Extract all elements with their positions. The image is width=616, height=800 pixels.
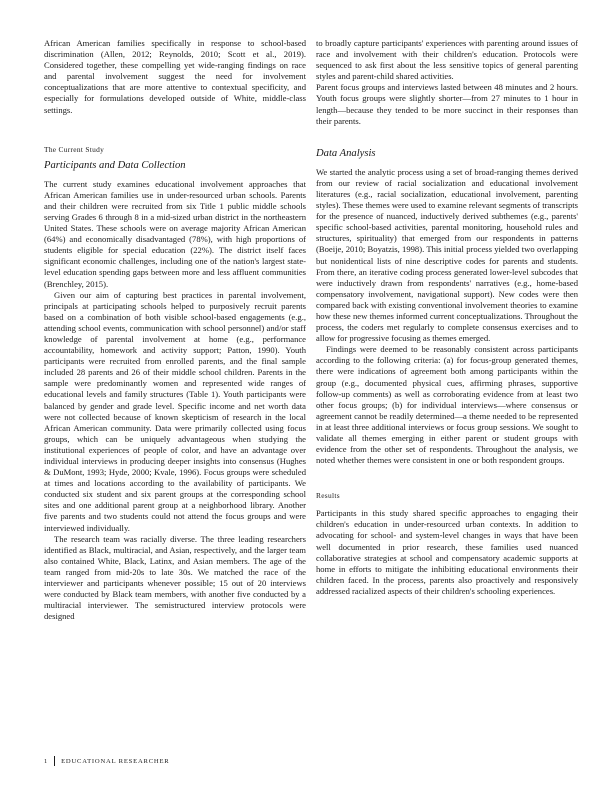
results-paragraph: Participants in this study shared specific approaches to engaging their children's education in under-resourced urban contexts. In addition to advocating for school- and system-level changes in ways that have been well documented in prior research, these families used nuanced collaborative strategies at school and compensatory academic supports at home in efforts to mitigate the inhibiting educational environments their children faced. In the process, parents also proactively and responsively addressed racialized aspects of their children's schooling experiences. [316,508,578,596]
participants-paragraph-3: The research team was racially diverse. The three leading researchers identified as Black, multiracial, and Asian, respectively, and the larger team also contained White, Black, Latinx, and Asian members. The age of the team ranged from mid-20s to late 30s. We matched the race of the interviewer and participants whenever possible; 15 out of 20 interviews were conducted by Black team members, with another five conducted by a multiracial interviewer. The semistructured interview protocols were designed [44,533,306,622]
session-length-paragraph: Parent focus groups and interviews lasted between 48 minutes and 2 hours. Youth focus groups were slightly shorter—from 27 minutes to 1 hour in length—because they tended to be more succinct in their responses than their parents. [316,82,578,126]
footer-divider [54,756,55,766]
right-column [316,38,578,597]
subheading-participants: Participants and Data Collection [44,159,186,171]
section-label-current-study: The Current Study [44,144,105,154]
participants-paragraph-1: The current study examines educational involvement approaches that African American families use in under-resourced urban schools. Parents and their children were recruited from six Title 1 public middle schools serving Grades 6 through 8 in a mid-sized urban district in the northeastern United States. These schools were on average majority African American (64%) and economically disadvantaged (78%), with high proportions of students eligible for special education (22%). The district itself faces significant economic challenges, including one of the nation's largest state-level education spending gaps between more and less affluent communities (Brenchley, 2015). [44,178,306,289]
participants-paragraph-2: Given our aim of capturing best practices in parental involvement, principals at participating schools helped to purposively recruit parents based on a combination of both visible school-based engagements (e.g., attending school events, communication with school personnel) and/or staff knowledge of parental involvement at home (e.g., performance accountability, homework and activity support; Patton, 1990). Youth participants were recruited from enrolled parents, and the final sample included 28 parents and 26 of their middle school children. Parents in the sample were predominantly women and represented wide ranges of educational levels and family structures (Table 1). Youth participants were balanced by gender and grade level. Specific income and net worth data were not collected because of known skepticism of research in the local African American community. Data were primarily collected using focus groups, which can be uniquely advantageous when studying the institutional experiences of people of color, and have an advantage over individual interviews in producing deeper insights into consensus (Hughes & DuMont, 1993; Hyde, 2000; Kvale, 1996). Focus groups were scheduled at times and locations according to the availability of participants. We conducted six student and six parent groups at the corresponding school sites and one additional parent group at a neighborhood library. Another five parents and two students could not attend the focus groups and were interviewed individually. [44,289,306,533]
intro-paragraph: African American families specifically in response to school-based discrimination (Allen, 2012; Reynolds, 2010; Scott et al., 2019). Considered together, these compelling yet wide-ranging findings on race and parental involvement suggest the need for involvement conceptualizations that are more attentive to contextual specificity, and especially for formulations developed outside of White, middle-class settings. [44,38,306,115]
page-number: 1 [44,757,49,765]
journal-name: EDUCATIONAL RESEARCHER [61,757,170,765]
page-footer [44,756,170,766]
analysis-paragraph-1: We started the analytic process using a set of broad-ranging themes derived from our review of racial socialization and educational involvement literatures (e.g., racial socialization, educational involvement, parenting styles). These themes were used to examine relevant segments of transcripts for the presence of nuanced, inductively derived subthemes (e.g., parents' specific school-based activities, parental monitoring, household rules and structures, spirituality) that emerged from our respondents in patterns (Boeije, 2010; Boyatzis, 1998). This initial process yielded two overlapping but nonidentical lists of nine descriptive codes for parents and students. From there, an iterative coding process generated lower-level subcodes that were inductively drawn from respondents' narratives (e.g., home-based compensatory involvement, navigational support). New codes were then compared back with existing conventional involvement theories to examine how these new themes informed current conceptualizations. Throughout the process, the coders met regularly to complete consensus exercises and to allow for progressive focusing as themes emerged. [316,166,578,344]
continuation-paragraph: to broadly capture participants' experiences with parenting around issues of race and involvement with their children's education. Protocols were sequenced to ask first about the less sensitive topics of general parenting styles and parent-child shared activities. [316,38,578,82]
left-column [44,38,306,622]
subheading-data-analysis: Data Analysis [316,147,376,159]
analysis-paragraph-2: Findings were deemed to be reasonably consistent across participants according to the following criteria: (a) for focus-group generated themes, there were indications of agreement both among participants within the group (e.g., documented physical cues, affirming phrases, supportive follow-up comments) as well as corroborating evidence from at least two other focus groups; (b) for individual interviews—where consensus or agreement cannot be readily determined—a theme needed to be represented in at least three additional interviews or focus group sessions. We sought to validate all themes emerging in either parent or student groups with evidence from the other set of respondents. Throughout the analysis, we noted whether themes were consistent in one or both respondent groups. [316,344,578,466]
section-label-results: Results [316,491,340,501]
